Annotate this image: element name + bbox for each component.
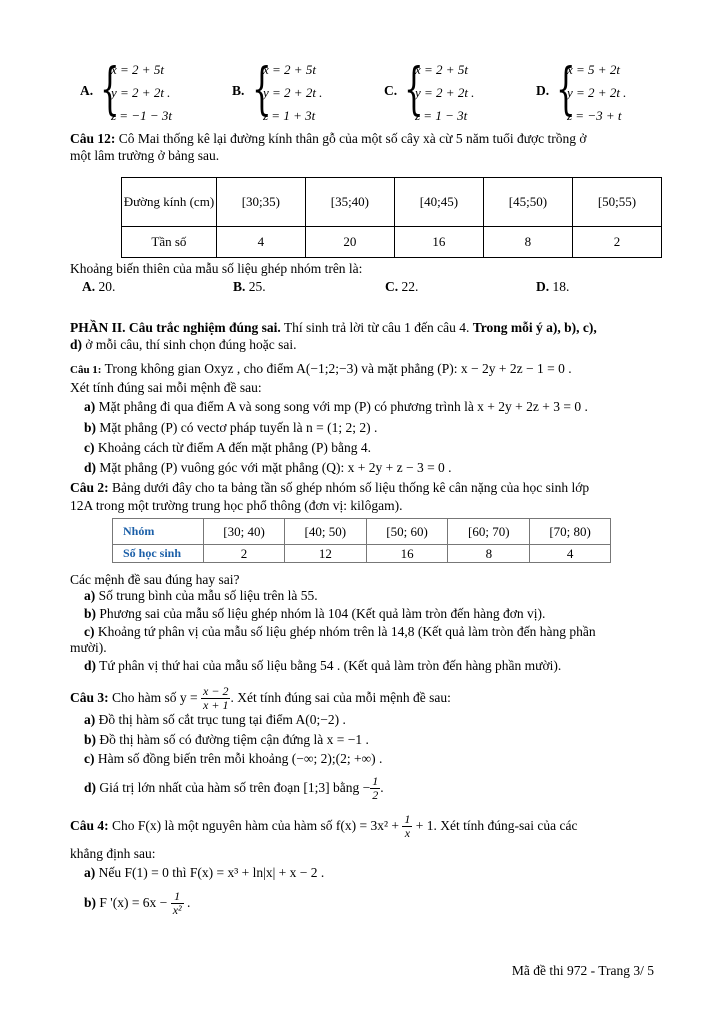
eq-y: y = 2 + 2t . bbox=[415, 85, 475, 100]
q12-line2: một lâm trường ở bảng sau. bbox=[70, 148, 220, 163]
table-cell: [40; 50) bbox=[284, 519, 366, 545]
option-label: D. bbox=[536, 83, 550, 98]
page-footer: Mã đề thi 972 - Trang 3/ 5 bbox=[511, 963, 654, 978]
table-cell: [30; 40) bbox=[204, 519, 285, 545]
c4-item-b: b) F '(x) = 6x − $\frac{1}{\text{x²}}$ . bbox=[84, 889, 191, 918]
brace-icon: { bbox=[404, 57, 424, 122]
table-cell: Số học sinh bbox=[113, 545, 204, 563]
c1-item-b: b) Mặt phẳng (P) có vectơ pháp tuyến là n = (1; 2; 2) . bbox=[84, 420, 378, 435]
table-cell: 20 bbox=[305, 227, 394, 258]
table-cell: 4 bbox=[216, 227, 305, 258]
c1-line1: Câu 1: Trong không gian Oxyz , cho điểm A(−1;2;−3) và mặt phẳng (P): x − 2y + 2z − 1 = 0 . bbox=[70, 361, 572, 376]
c2-line1: Câu 2: Bảng dưới đây cho ta bảng tần số ghép nhóm số liệu thống kê cân nặng của học sinh lớp bbox=[70, 480, 590, 495]
eq-y: y = 2 + 2t . bbox=[111, 85, 171, 100]
eq-y: y = 2 + 2t . bbox=[567, 85, 627, 100]
q12-line1 bbox=[70, 131, 587, 147]
table-cell: [30;35) bbox=[216, 178, 305, 227]
table-cell: 4 bbox=[530, 545, 611, 563]
c3-item-c: c) Hàm số đồng biến trên mỗi khoảng (−∞; 2);(2; +∞) . bbox=[84, 751, 383, 766]
table-cell: 8 bbox=[448, 545, 530, 563]
c2-question: Các mệnh đề sau đúng hay sai? bbox=[70, 572, 240, 587]
c2-table bbox=[112, 518, 611, 563]
question-label: Câu 1: bbox=[70, 364, 102, 376]
question-label: Câu 12: bbox=[70, 131, 116, 146]
question-label: Câu 2: bbox=[70, 480, 109, 495]
eq-z: z = −3 + t bbox=[567, 108, 622, 123]
table-row bbox=[122, 178, 662, 227]
table-cell: 16 bbox=[366, 545, 448, 563]
part2-heading: PHẦN II. Câu trắc nghiệm đúng sai. Thí sinh trả lời từ câu 1 đến câu 4. Trong mỗi ý a), b), c), bbox=[70, 320, 597, 335]
section-title: PHẦN II. Câu trắc nghiệm đúng sai. bbox=[70, 320, 281, 335]
c2-line2: 12A trong một trường trung học phổ thông (đơn vị: kilôgam). bbox=[70, 498, 403, 513]
c2-item-d: d) Tứ phân vị thứ hai của mẫu số liệu bằng 54 . (Kết quả làm tròn đến hàng phần mười). bbox=[84, 658, 562, 673]
eq-z: z = 1 + 3t bbox=[263, 108, 316, 123]
table-cell: 16 bbox=[394, 227, 483, 258]
option-label: A. bbox=[80, 83, 94, 98]
eq-x: x = 2 + 5t bbox=[415, 62, 468, 77]
q12-question: Khoảng biến thiên của mẫu số liệu ghép nhóm trên là: bbox=[70, 261, 363, 276]
table-cell: [70; 80) bbox=[530, 519, 611, 545]
table-cell: [50; 60) bbox=[366, 519, 448, 545]
brace-icon: { bbox=[556, 57, 576, 122]
q11-option-c bbox=[384, 58, 514, 124]
q12-answer-d: D. 18. bbox=[536, 279, 570, 294]
c3-item-d: d) Giá trị lớn nhất của hàm số trên đoạn [1;3] bằng − $\frac{1}{2}$ . bbox=[84, 774, 384, 803]
eq-x: x = 2 + 5t bbox=[111, 62, 164, 77]
brace-icon: { bbox=[252, 57, 272, 122]
table-row bbox=[113, 545, 611, 563]
table-cell: 2 bbox=[572, 227, 661, 258]
c1-item-d: d) Mặt phẳng (P) vuông góc với mặt phẳng (Q): x + 2y + z − 3 = 0 . bbox=[84, 460, 452, 475]
table-cell: 2 bbox=[204, 545, 285, 563]
fraction: $\frac{1}{\text{x²}}$ bbox=[172, 889, 182, 918]
eq-x: x = 2 + 5t bbox=[263, 62, 316, 77]
table-cell: [50;55) bbox=[572, 178, 661, 227]
question-label: Câu 4: bbox=[70, 818, 109, 833]
eq-x: x = 5 + 2t bbox=[567, 62, 620, 77]
table-row bbox=[113, 519, 611, 545]
table-cell: [60; 70) bbox=[448, 519, 530, 545]
c3-item-b: b) Đồ thị hàm số có đường tiệm cận đứng là x = −1 . bbox=[84, 732, 369, 747]
table-cell: 12 bbox=[284, 545, 366, 563]
c4-line2: khẳng định sau: bbox=[70, 846, 156, 861]
eq-y: y = 2 + 2t . bbox=[263, 85, 323, 100]
table-cell: Tần số bbox=[122, 227, 217, 258]
c1-item-a: a) Mặt phẳng đi qua điểm A và song song với mp (P) có phương trình là x + 2y + 2z + 3 = 0 . bbox=[84, 399, 588, 414]
q12-table bbox=[121, 177, 662, 258]
c2-item-c: c) Khoảng tứ phân vị của mẫu số liệu ghép nhóm trên là 14,8 (Kết quả làm tròn đến hàng phần bbox=[84, 624, 596, 639]
c3-line1: Câu 3: Cho hàm số y = $\frac{x - 2}{x + 1}$ . Xét tính đúng sai của mỗi mệnh đề sau: bbox=[70, 684, 451, 713]
part2-line2: d) ở mỗi câu, thí sinh chọn đúng hoặc sai. bbox=[70, 337, 297, 352]
brace-icon: { bbox=[100, 57, 120, 122]
table-cell: Nhóm bbox=[113, 519, 204, 545]
table-cell: [40;45) bbox=[394, 178, 483, 227]
fraction: $\frac{x - 2}{x + 1}$ bbox=[203, 684, 229, 713]
c3-item-a: a) Đồ thị hàm số cắt trục tung tại điểm A(0;−2) . bbox=[84, 712, 346, 727]
c1-line2: Xét tính đúng sai mỗi mệnh đề sau: bbox=[70, 380, 262, 395]
q12-answer-c: C. 22. bbox=[385, 279, 419, 294]
table-cell: [35;40) bbox=[305, 178, 394, 227]
c2-item-b: b) Phương sai của mẫu số liệu ghép nhóm là 104 (Kết quả làm tròn đến hàng đơn vị). bbox=[84, 606, 546, 621]
c1-item-c: c) Khoảng cách từ điểm A đến mặt phẳng (P) bằng 4. bbox=[84, 440, 372, 455]
q11-option-a bbox=[80, 58, 210, 124]
c4-item-a: a) Nếu F(1) = 0 thì F(x) = x³ + ln|x| + x − 2 . bbox=[84, 865, 325, 880]
table-cell: Đường kính (cm) bbox=[122, 178, 217, 227]
fraction: $\frac{1}{x}$ bbox=[404, 812, 411, 841]
q11-option-b bbox=[232, 58, 362, 124]
table-cell: [45;50) bbox=[483, 178, 572, 227]
q11-option-d bbox=[536, 58, 666, 124]
fraction: $\frac{1}{2}$ bbox=[372, 774, 379, 803]
c2-item-c-cont: mười). bbox=[70, 640, 107, 655]
c2-item-a: a) Số trung bình của mẫu số liệu trên là 55. bbox=[84, 588, 318, 603]
option-label: C. bbox=[384, 83, 398, 98]
q12-answer-b: B. 25. bbox=[233, 279, 266, 294]
c4-line1: Câu 4: Cho F(x) là một nguyên hàm của hàm số f(x) = 3x² + $\frac{1}{x}$ + 1. Xét tính đúng-sai của các bbox=[70, 812, 578, 841]
option-label: B. bbox=[232, 83, 245, 98]
question-label: Câu 3: bbox=[70, 690, 109, 705]
question-text: Cô Mai thống kê lại đường kính thân gỗ của một số cây xà cừ 5 năm tuổi được trồng ở bbox=[115, 131, 587, 146]
eq-z: z = 1 − 3t bbox=[415, 108, 468, 123]
table-cell: 8 bbox=[483, 227, 572, 258]
eq-z: z = −1 − 3t bbox=[111, 108, 172, 123]
q12-answer-a: A. 20. bbox=[82, 279, 116, 294]
table-row bbox=[122, 227, 662, 258]
